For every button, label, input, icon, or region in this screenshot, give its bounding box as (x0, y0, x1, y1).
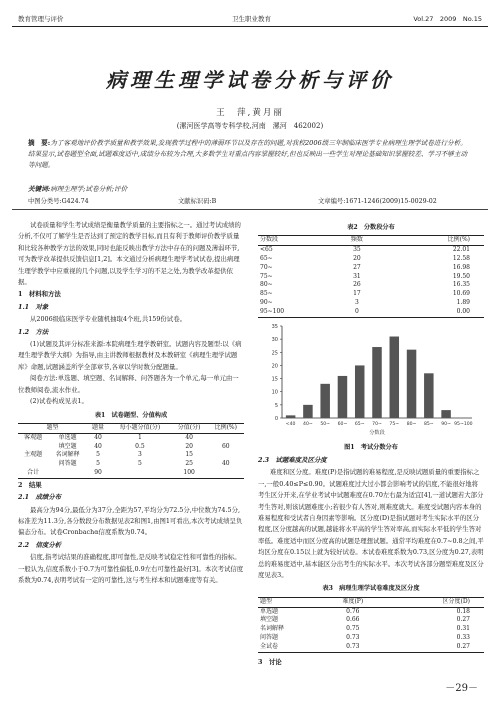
right-column (258, 220, 484, 669)
table-cell: 90 (94, 468, 102, 476)
table-row (258, 255, 484, 264)
table-cell: 95~100 (260, 307, 285, 315)
table-header: 题型 (260, 597, 273, 605)
table-cell: 0.27 (456, 642, 470, 650)
table-cell: 填空题 (58, 442, 77, 450)
bar (441, 410, 451, 418)
figure1 (258, 318, 484, 440)
bar (407, 349, 417, 417)
table-cell: 0.27 (456, 616, 470, 624)
table-cell: 主观题 (24, 451, 43, 459)
table-cell (18, 460, 48, 469)
table-cell: 0.75 (346, 625, 360, 633)
x-tick-label: 60~ (337, 421, 348, 427)
table-cell: 12.58 (452, 255, 470, 262)
table-cell: 名词解释 (55, 451, 80, 459)
paragraph: 信度,指考试结果的准确程度,即可靠性,是反映考试稳定性和可靠性的指标。一般认为,信度系数小于0.7为可靠性偏低,0.9左右可靠性最好[3]。本次考试信度系数为0.74,表明考试有一定的可靠性,这与考生样本和试题难度等有关。 (18, 553, 244, 584)
table-row (258, 308, 484, 317)
table-cell (18, 443, 48, 452)
table-row (18, 469, 244, 478)
intro-paragraph: 试卷质量和学生考试成绩是衡量教学质量的主要指标之一。通过考试成绩的分析,不仅可了解学生是否达到了预定的教学目标,而且有利于教师评价教学质量和比较各种教学方法的效果,同时也能反映出教学方法中存在的问题及薄弱环节,可为教学改革提供反馈信息[1,2]。本文通过分析病理生理学考试试卷,提出病理生理学教学中应重视的几个问题,以及学生学习的不足之处,为教学改革提供依据。 (18, 221, 241, 287)
x-tick-label: 50~ (320, 421, 331, 427)
abstract-text: 为了客观地评价教学质量和教学效果,发现教学过程中的薄弱环节以及存在的问题,对我校2006级三年制临床医学专业病理生理学试卷进行分析。结果显示,试卷题型全面,试题难度适中,成绩分布较为合理,大多数学生对重点内容掌握较好,但也反映出一些学生对理论基础知识掌握较差、学习不够主动等问题。 (28, 139, 468, 169)
keywords-text: 病理生理学;试卷分析;评价 (50, 185, 128, 193)
table-cell: 15 (185, 451, 193, 459)
table-cell: 25 (185, 460, 193, 468)
subsection-heading: 1.2 方法 (18, 327, 49, 336)
table-cell: 60 (221, 442, 230, 450)
table-cell: 85~ (260, 290, 273, 298)
table-row (258, 607, 484, 616)
table-header: 区分度(D) (442, 597, 470, 605)
bar (303, 404, 313, 417)
table-cell: 75~ (260, 272, 273, 280)
table-cell: 19.50 (452, 272, 470, 280)
table-row (18, 443, 244, 452)
table-cell: 31 (353, 272, 361, 280)
table-header: 频数 (350, 236, 363, 244)
table-header: 比例(%) (214, 423, 237, 431)
keywords (28, 183, 472, 193)
table-cell: 40 (94, 433, 102, 441)
y-tick-label: 25 (271, 349, 278, 356)
paragraph: 最高分为94分,最低分为37分,全距为57,平均分为72.5分,中位数为74.5分,标准差为11.3分,各分数段分布数据见表2和图1,由图1可看出,本次考试成绩呈负偏态分布。试卷Cronbachα信度系数为0.74。 (18, 505, 243, 537)
table-cell: 名词解释 (260, 625, 285, 633)
table-cell: 40 (185, 433, 193, 441)
table-cell: 全试卷 (260, 642, 279, 650)
table-cell: 问答题 (58, 460, 77, 468)
table-cell: 1.89 (456, 298, 470, 306)
table-cell: 20 (185, 442, 193, 450)
abstract (28, 138, 472, 171)
table-cell (109, 469, 171, 478)
y-tick-label: 30 (271, 336, 278, 343)
table-cell: 客观题 (24, 433, 43, 441)
table-cell: 90~ (260, 298, 273, 306)
bar (338, 376, 348, 418)
table-header: 分数段 (260, 236, 279, 244)
x-tick-label: 75~ (389, 421, 400, 427)
table-row (18, 451, 244, 460)
table-cell (208, 451, 244, 460)
table-cell: 0.66 (346, 616, 360, 624)
table-header: 题型 (46, 423, 59, 431)
table-cell: 0.33 (456, 634, 470, 642)
table-cell: 17 (353, 290, 361, 298)
x-tick-label: 65~ (354, 421, 365, 427)
table-row (258, 264, 484, 273)
table-cell: 35 (353, 246, 361, 254)
left-column (18, 220, 244, 586)
table-cell: 填空题 (260, 616, 279, 624)
table-cell: 3 (138, 451, 142, 459)
table-row (258, 281, 484, 290)
table-cell: 问答题 (260, 634, 279, 642)
table2 (258, 235, 484, 317)
table-header: 分值(分) (177, 423, 201, 431)
table-header-row (18, 423, 244, 433)
bar (355, 365, 365, 418)
table-cell: 27 (353, 263, 361, 271)
table3-caption: 表3 病理生理学试卷难度及区分度 (322, 585, 420, 593)
x-axis-label: 分数段 (369, 429, 385, 436)
x-tick-label: 95~100 (454, 421, 473, 427)
table-cell: 22.01 (452, 246, 470, 254)
running-header (10, 14, 490, 26)
table-cell: 65~ (260, 255, 273, 262)
authors: 王 萍,黄月丽 (216, 108, 284, 118)
doc-code: 文献标识码:B (178, 198, 217, 205)
table-cell: 1 (138, 433, 142, 441)
table-cell: 16.35 (452, 281, 470, 289)
paragraph: 难度和区分度。难度(P)是指试题的难易程度,是反映试题质量的重要指标之一,一般0.40≤P≤0.90。试题难度过大过小都会影响考试的信度,不能很好地将考生区分开来,在学业考试中试题难度在0.70左右最为适宜[4],一道试题若大部分考生答对,则该试题难度小;若很少有人答对,则难度就大。难度受试题内容本身的难易程度和受试者自身因素等影响。区分度(D)是指试题对考生实际水平的区分程度,区分度越高的试题,越能将水平高的学生答对率高,而实际水平低的学生答对率低。难度适中而区分度高的试题是理想试题。通常平均难度在0.7~0.8之间,平均区分度在0.15以上就为较好试卷。本试卷难度系数为0.73,区分度为0.27,表明总的难易度适中,基本能区分出考生的实际水平。本次考试各部分题型难度及区分度见表3。 (258, 468, 484, 580)
paragraph: (1)试题及其评分标准来源:本院病理生理学教研室。试题内容及题型:以《病理生理学教学大纲》为指导,由主讲教师根据教材及本教研室《病理生理学试题库》命题,试题涵盖所学全部章节,各章以学时数分配题量。 (18, 340, 242, 371)
table-header-row (258, 236, 484, 246)
x-tick-label: 70~ (372, 421, 382, 427)
bar (286, 415, 296, 418)
table-header: 比例(%) (447, 236, 470, 244)
table-header-row (258, 597, 484, 607)
abstract-label: 摘 要: (28, 139, 51, 147)
y-tick-label: 5 (274, 402, 278, 409)
y-tick-label: 0 (274, 415, 278, 422)
table-row (258, 625, 484, 634)
table-row (258, 290, 484, 299)
table3 (258, 597, 484, 653)
y-tick-label: 15 (271, 376, 278, 383)
paragraph: 从2006级临床医学专业随机抽取4个班,共159份试卷。 (30, 315, 186, 324)
table-row (258, 246, 484, 255)
table-row (258, 643, 484, 652)
table-cell: 26 (353, 281, 361, 289)
x-tick-label: 40~ (303, 421, 313, 427)
table-cell: 合计 (27, 468, 40, 476)
bar-chart (258, 318, 484, 440)
table-cell: 0.76 (346, 607, 360, 615)
table-cell: 5 (96, 451, 100, 459)
table-cell: 单选题 (260, 607, 279, 615)
table-cell: <65 (260, 246, 273, 254)
table-row (258, 616, 484, 625)
subsection-heading: 2.3 试题难度及区分度 (258, 455, 327, 464)
header-volume: Vol.27 2009 No.15 (413, 15, 482, 23)
table-cell: 0.00 (456, 307, 470, 315)
table-row (18, 460, 244, 469)
table-cell: 10.69 (452, 290, 470, 298)
header-section: 教育管理与评价 (18, 15, 64, 23)
table-cell (208, 469, 244, 478)
keywords-label: 关键词: (28, 185, 51, 193)
subsection-heading: 2.2 信度分析 (18, 540, 62, 549)
header-rule (12, 26, 488, 27)
table-cell: 0.5 (135, 442, 145, 450)
section-heading: 1 材料和方法 (18, 290, 61, 299)
affiliation: (漯河医学高等专科学校,河南 漯河 462002) (176, 122, 324, 130)
table-row (258, 299, 484, 308)
y-tick-label: 10 (271, 389, 278, 396)
table-cell: 5 (138, 460, 142, 468)
table-header: 每小题分值(分) (119, 423, 161, 431)
figure1-caption: 图1 考试分数分布 (344, 443, 398, 451)
x-tick-label: <40 (285, 421, 296, 427)
bar (372, 347, 382, 418)
article-number: 文章编号:1671-1246(2009)15-0029-02 (318, 198, 437, 205)
table-cell: 0.73 (346, 642, 360, 650)
subsection-heading: 1.1 对象 (18, 302, 49, 311)
paragraph: 阅卷方法:单选题、填空题、名词解释、问答题各为一个单元,每一单元由一位教师阅卷,流水作业。 (18, 374, 239, 394)
y-tick-label: 20 (271, 363, 278, 370)
table-header: 难度(P) (342, 597, 364, 605)
table-cell (208, 433, 244, 442)
table-row (258, 634, 484, 643)
table-cell: 0.31 (456, 625, 470, 633)
bar (320, 383, 330, 417)
table-cell: 5 (96, 460, 100, 468)
x-tick-label: 90~ (441, 421, 451, 427)
section-heading: 2 结果 (18, 480, 42, 489)
abstract-rule (12, 209, 488, 210)
bar (390, 336, 400, 417)
subsection-heading: 2.1 成绩分布 (18, 493, 62, 502)
table-cell: 单选题 (58, 433, 77, 441)
table-cell (48, 469, 87, 478)
table-header: 题量 (92, 423, 105, 431)
table-cell: 40 (221, 460, 230, 468)
table-cell: 0 (355, 307, 359, 315)
table1 (18, 423, 244, 479)
table1-caption: 表1 试卷题型、分值构成 (94, 411, 168, 419)
paragraph: (2)试卷构成见表1。 (30, 397, 88, 406)
section-heading: 3 讨论 (258, 657, 282, 666)
table-cell: 20 (353, 255, 361, 262)
page-number: －29－ (445, 683, 478, 694)
paper-title: 病理生理学试卷分析与评价 (106, 68, 394, 92)
bar (424, 373, 434, 418)
table-row (18, 433, 244, 442)
x-tick-label: 80~ (406, 421, 417, 427)
clc-number: 中图分类号:G424.74 (28, 198, 89, 205)
table-cell: 0.18 (456, 607, 470, 615)
y-tick-label: 35 (271, 323, 278, 330)
table-cell: 80~ (260, 281, 273, 289)
table-cell: 40 (94, 442, 102, 450)
table-cell: 0.73 (346, 634, 360, 642)
table-cell: 16.98 (452, 263, 470, 271)
table-cell: 100 (183, 468, 195, 476)
header-journal: 卫生职业教育 (232, 15, 271, 23)
table-cell: 70~ (260, 263, 273, 271)
table-row (258, 273, 484, 282)
table-cell: 3 (355, 298, 359, 306)
x-tick-label: 85~ (423, 421, 434, 427)
table2-caption: 表2 分数段分布 (347, 224, 395, 231)
